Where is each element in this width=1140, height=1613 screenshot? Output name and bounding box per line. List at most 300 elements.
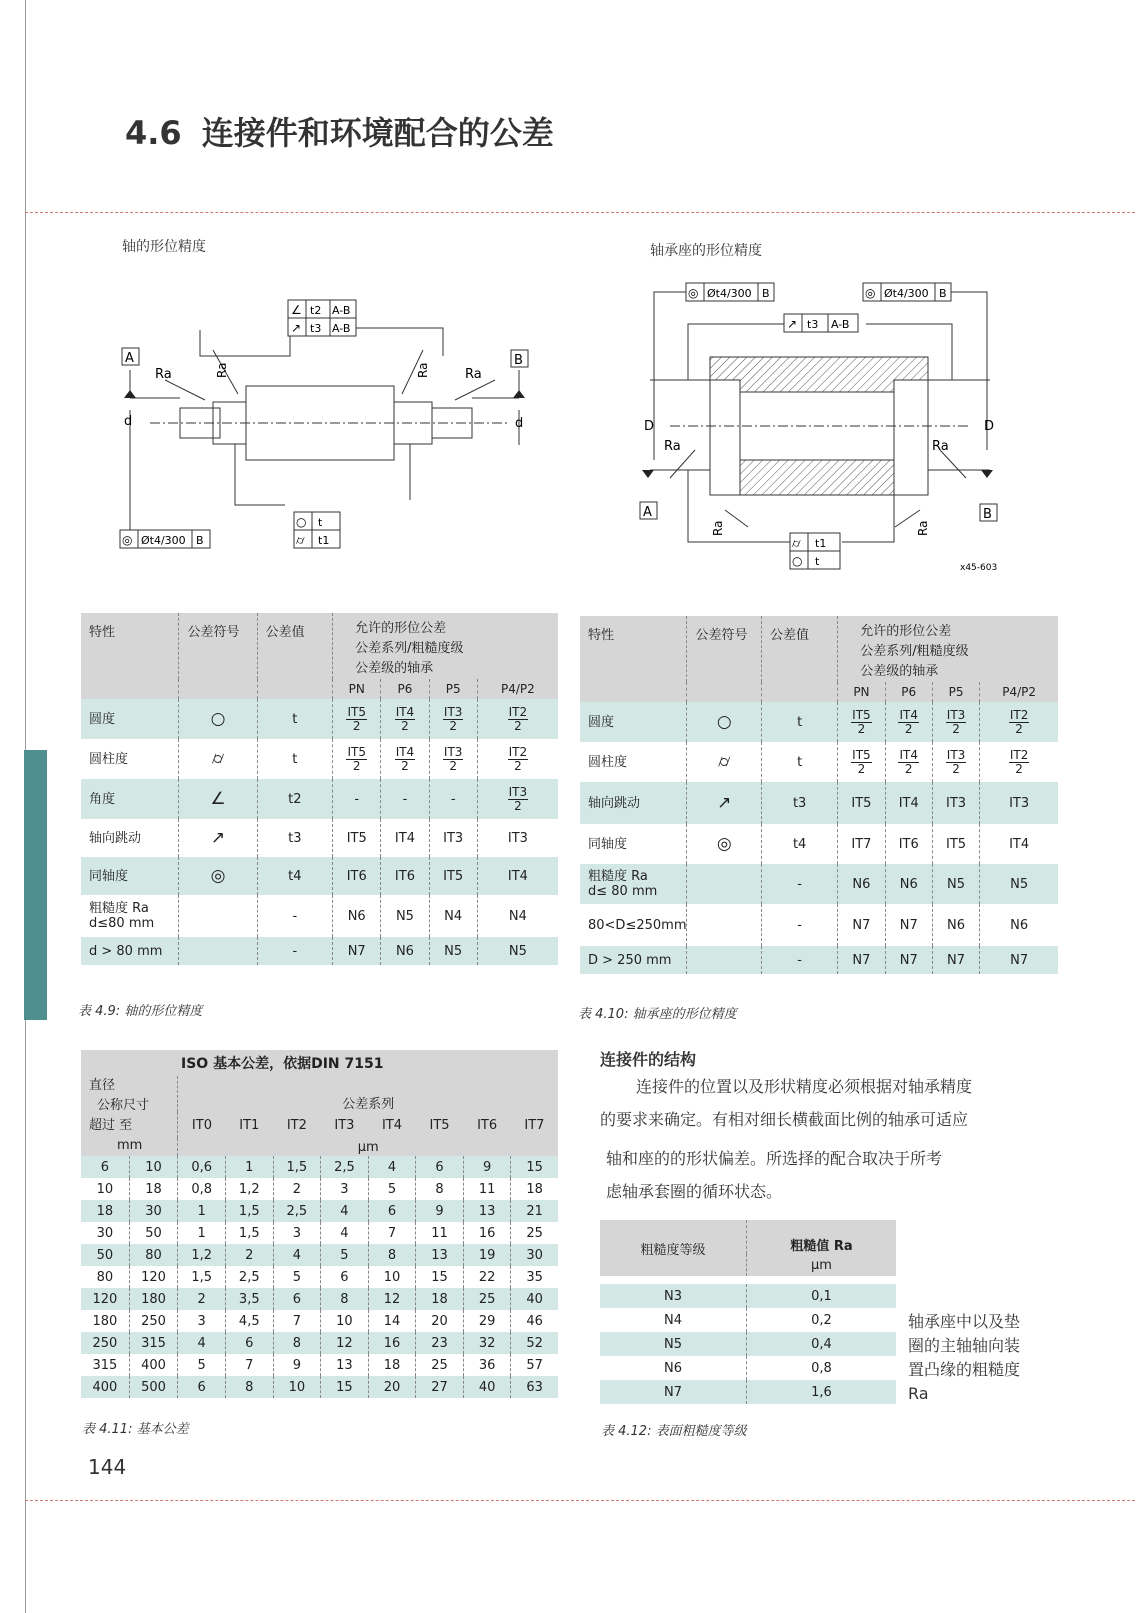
- header-c2: [687, 616, 762, 702]
- table-row: [81, 857, 558, 895]
- svg-text:∠: ∠: [291, 303, 302, 317]
- svg-text:t: t: [815, 555, 820, 568]
- page-number: 144: [88, 1455, 127, 1479]
- denominator: 2: [449, 759, 457, 773]
- row-cell: N5: [381, 895, 429, 937]
- it-cell: 315: [81, 1354, 129, 1376]
- it-cell: 1,5: [225, 1222, 273, 1244]
- it-cell: 10: [129, 1156, 178, 1178]
- row-name: 粗糙度 Ra d≤ 80 mm: [580, 864, 687, 904]
- row-cell: IT4: [885, 782, 932, 824]
- dim-d-right: d: [515, 416, 524, 431]
- row-cell: [980, 702, 1058, 742]
- row-cell: -: [381, 779, 429, 819]
- subheader-3: P4/P2: [477, 679, 558, 699]
- it-cell: 10: [81, 1178, 129, 1200]
- row-name: 同轴度: [580, 824, 687, 864]
- it-cell: 15: [511, 1156, 558, 1178]
- bottom-divider: [25, 1500, 1135, 1501]
- row-cell: N7: [838, 904, 885, 946]
- it-cell: 8: [273, 1332, 321, 1354]
- numerator: IT5: [347, 705, 366, 719]
- side-note: 轴承座中以及垫 圈的主轴轴向装 置凸缘的粗糙度 Ra: [908, 1312, 1021, 1403]
- it-cell: 36: [463, 1354, 511, 1376]
- denominator: 2: [514, 759, 522, 773]
- row-cell: [885, 742, 932, 782]
- header-allowed-line: 公差级的轴承: [860, 664, 939, 679]
- it-cell: 7: [225, 1354, 273, 1376]
- it-series-label: 公差系列: [178, 1076, 558, 1112]
- it-cell: 2,5: [225, 1266, 273, 1288]
- ra-bottom-right: Ra: [916, 520, 930, 536]
- subheader-0: PN: [838, 682, 885, 702]
- fraction: [851, 749, 872, 776]
- row-cell: [333, 739, 381, 779]
- fraction: [946, 709, 967, 736]
- it-cell: 5: [368, 1178, 416, 1200]
- rough-cell: N4: [600, 1308, 747, 1332]
- row-cell: N5: [429, 937, 477, 965]
- row-name: 圆柱度: [81, 739, 179, 779]
- fraction: [346, 706, 367, 733]
- it-cell: 12: [368, 1288, 416, 1310]
- coax-fcf-housing-left: [686, 283, 774, 301]
- row-cell: IT4: [477, 857, 558, 895]
- row-symbol: ⌭: [687, 742, 762, 782]
- svg-text:t1: t1: [318, 534, 330, 547]
- it-cell: 9: [463, 1156, 511, 1178]
- denominator: 2: [352, 719, 361, 733]
- section-title: [125, 108, 554, 154]
- row-cell: N7: [885, 904, 932, 946]
- it-cell: 18: [511, 1178, 558, 1200]
- it-cell: 46: [511, 1310, 558, 1332]
- table-row: [81, 895, 558, 937]
- it-cell: 180: [81, 1310, 129, 1332]
- it-grade: IT0: [178, 1112, 226, 1138]
- header-label: 特性: [89, 625, 116, 640]
- rough-cell: N6: [600, 1356, 747, 1380]
- numerator: IT3: [946, 748, 966, 762]
- row-cell: -: [429, 779, 477, 819]
- rough-cell: 1,6: [747, 1380, 897, 1404]
- row-cell: IT5: [932, 824, 979, 864]
- it-cell: 15: [321, 1376, 369, 1398]
- svg-text:Øt4/300: Øt4/300: [707, 287, 752, 300]
- section-heading: 连接件和环境配合的公差: [201, 114, 554, 152]
- row-cell: IT5: [838, 782, 885, 824]
- row-cell: N6: [333, 895, 381, 937]
- subheader-2: P5: [429, 679, 477, 699]
- row-symbol: [687, 946, 762, 974]
- it-row: [81, 1332, 558, 1354]
- header-row: [81, 613, 558, 679]
- row-value: t: [762, 742, 838, 782]
- it-cell: 21: [511, 1200, 558, 1222]
- it-cell: 6: [321, 1266, 369, 1288]
- svg-text:○: ○: [792, 554, 803, 568]
- header-c1: [81, 613, 179, 699]
- it-cell: 250: [81, 1332, 129, 1354]
- row-name: 同轴度: [81, 857, 179, 895]
- it-cell: 6: [368, 1200, 416, 1222]
- it-cell: 27: [416, 1376, 464, 1398]
- numerator: IT2: [1009, 708, 1029, 722]
- table-4-9: [81, 613, 558, 965]
- row-cell: N7: [885, 946, 932, 974]
- numerator: IT3: [443, 705, 463, 719]
- numerator: IT4: [395, 745, 415, 759]
- row-cell: [932, 742, 979, 782]
- denominator: 2: [904, 762, 913, 776]
- it-header-row: [81, 1076, 558, 1112]
- it-cell: 13: [463, 1200, 511, 1222]
- it-cell: 4: [321, 1222, 369, 1244]
- it-cell: 3: [178, 1310, 226, 1332]
- svg-text:B: B: [196, 534, 204, 547]
- subheader-3: P4/P2: [980, 682, 1058, 702]
- rough-row: [600, 1332, 896, 1356]
- it-cell: 52: [511, 1332, 558, 1354]
- row-symbol: [179, 895, 257, 937]
- rough-row: [600, 1380, 896, 1404]
- it-cell: 500: [129, 1376, 178, 1398]
- it-unit: μm: [178, 1138, 558, 1156]
- it-cell: 25: [511, 1222, 558, 1244]
- numerator: IT2: [508, 745, 528, 759]
- it-cell: 250: [129, 1310, 178, 1332]
- it-cell: 1: [225, 1156, 273, 1178]
- it-grade: IT1: [225, 1112, 273, 1138]
- bottom-fcf-housing: [790, 533, 840, 569]
- header-c2: [179, 613, 257, 699]
- row-name: 圆柱度: [580, 742, 687, 782]
- header-allowed-line: 允许的形位公差: [355, 621, 447, 636]
- it-row: [81, 1266, 558, 1288]
- row-cell: IT6: [333, 857, 381, 895]
- numerator: IT2: [1009, 748, 1029, 762]
- it-cell: 50: [81, 1244, 129, 1266]
- ra-right-housing: Ra: [932, 439, 949, 454]
- it-row: [81, 1244, 558, 1266]
- table-4-9-caption: 表 4.9: 轴的形位精度: [78, 1004, 203, 1019]
- it-cell: 9: [416, 1200, 464, 1222]
- row-name: D > 250 mm: [580, 946, 687, 974]
- header-label: 公差符号: [187, 625, 240, 640]
- row-cell: [381, 739, 429, 779]
- svg-text:B: B: [762, 287, 770, 300]
- row-symbol: [687, 864, 762, 904]
- it-cell: 80: [129, 1244, 178, 1266]
- it-left-head-line: 直径: [89, 1078, 116, 1093]
- row-value: t2: [257, 779, 332, 819]
- para-line-4: 虑轴承套圈的循环状态。: [606, 1182, 783, 1201]
- it-cell: 1,2: [178, 1244, 226, 1266]
- it-cell: 16: [463, 1222, 511, 1244]
- fraction: [346, 746, 367, 773]
- it-cell: 30: [81, 1222, 129, 1244]
- spacer: [600, 1276, 896, 1284]
- rough-head-value: 粗糙值 Ra: [747, 1220, 897, 1254]
- numerator: IT3: [508, 785, 528, 799]
- svg-text:A-B: A-B: [831, 318, 850, 331]
- row-cell: N5: [980, 864, 1058, 904]
- it-cell: 10: [368, 1266, 416, 1288]
- rough-spacer: [600, 1276, 896, 1284]
- row-cell: N6: [885, 864, 932, 904]
- ra-bottom-left: Ra: [711, 520, 725, 536]
- svg-text:t1: t1: [815, 537, 827, 550]
- it-cell: 32: [463, 1332, 511, 1354]
- denominator: 2: [904, 722, 913, 736]
- it-cell: 2,5: [273, 1200, 321, 1222]
- table-4-12: [600, 1220, 896, 1404]
- row-cell: N6: [980, 904, 1058, 946]
- it-cell: 10: [321, 1310, 369, 1332]
- row-name: 轴向跳动: [81, 819, 179, 857]
- it-cell: 11: [463, 1178, 511, 1200]
- numerator: IT2: [508, 705, 528, 719]
- it-cell: 4: [273, 1244, 321, 1266]
- it-cell: 3: [321, 1178, 369, 1200]
- it-cell: 7: [368, 1222, 416, 1244]
- it-cell: 18: [368, 1354, 416, 1376]
- rough-cell: 0,8: [747, 1356, 897, 1380]
- it-row: [81, 1310, 558, 1332]
- it-cell: 4: [368, 1156, 416, 1178]
- it-cell: 315: [129, 1332, 178, 1354]
- svg-text:t3: t3: [310, 322, 322, 335]
- row-symbol: ⌭: [179, 739, 257, 779]
- it-grade: IT5: [416, 1112, 464, 1138]
- row-value: t: [762, 702, 838, 742]
- rough-row: [600, 1308, 896, 1332]
- row-name: 80<D≤250mm: [580, 904, 687, 946]
- row-symbol: ○: [179, 699, 257, 739]
- it-row: [81, 1200, 558, 1222]
- subheader-0: PN: [333, 679, 381, 699]
- it-cell: 6: [273, 1288, 321, 1310]
- fraction: [508, 706, 529, 733]
- top-fcf-shaft: [288, 300, 356, 336]
- section-number: 4.6: [125, 114, 182, 152]
- row-cell: N6: [838, 864, 885, 904]
- it-cell: 180: [129, 1288, 178, 1310]
- it-left-head: [81, 1076, 178, 1156]
- svg-text:Øt4/300: Øt4/300: [884, 287, 929, 300]
- rough-row: [600, 1284, 896, 1308]
- it-cell: 5: [178, 1354, 226, 1376]
- it-cell: 1: [178, 1200, 226, 1222]
- denominator: 2: [401, 719, 409, 733]
- row-symbol: ◎: [179, 857, 257, 895]
- row-cell: IT3: [932, 782, 979, 824]
- svg-text:○: ○: [296, 515, 307, 529]
- row-cell: [477, 779, 558, 819]
- header-allowed-line: 公差级的轴承: [355, 661, 434, 676]
- header-c1: [580, 616, 687, 702]
- para-line-3: 轴和座的的形状偏差。所选择的配合取决于所考: [606, 1149, 943, 1168]
- header-row: [580, 616, 1058, 682]
- it-cell: 40: [463, 1376, 511, 1398]
- dim-D-right: D: [984, 419, 995, 434]
- it-cell: 8: [225, 1376, 273, 1398]
- it-title-row: [81, 1050, 558, 1076]
- it-grade: IT2: [273, 1112, 321, 1138]
- row-name: d > 80 mm: [81, 937, 179, 965]
- it-cell: 1,5: [225, 1200, 273, 1222]
- it-row: [81, 1178, 558, 1200]
- table-4-10-caption: 表 4.10: 轴承座的形位精度: [578, 1007, 737, 1022]
- svg-text:t3: t3: [807, 318, 819, 331]
- header-allowed-line: 公差系列/粗糙度级: [860, 644, 969, 659]
- rough-cell: 0,2: [747, 1308, 897, 1332]
- it-cell: 80: [81, 1266, 129, 1288]
- table-row: [81, 739, 558, 779]
- it-grade: IT7: [511, 1112, 558, 1138]
- it-row: [81, 1376, 558, 1398]
- it-title: ISO 基本公差，依据DIN 7151: [81, 1050, 558, 1076]
- it-cell: 6: [416, 1156, 464, 1178]
- it-cell: 11: [416, 1222, 464, 1244]
- it-cell: 400: [81, 1376, 129, 1398]
- it-cell: 4: [178, 1332, 226, 1354]
- row-symbol: ∠: [179, 779, 257, 819]
- fraction: [1009, 749, 1030, 776]
- row-cell: IT6: [381, 857, 429, 895]
- numerator: IT5: [347, 745, 366, 759]
- svg-text:Øt4/300: Øt4/300: [141, 534, 186, 547]
- denominator: 2: [952, 722, 960, 736]
- fig-right-caption: 轴承座的形位精度: [650, 243, 762, 259]
- svg-text:◎: ◎: [865, 286, 876, 300]
- subheader-1: P6: [885, 682, 932, 702]
- denominator: 2: [857, 762, 866, 776]
- fraction: [946, 749, 967, 776]
- it-cell: 1,5: [273, 1156, 321, 1178]
- row-value: -: [762, 864, 838, 904]
- row-cell: N7: [838, 946, 885, 974]
- row-cell: N7: [333, 937, 381, 965]
- denominator: 2: [401, 759, 409, 773]
- row-cell: N4: [429, 895, 477, 937]
- it-cell: 10: [273, 1376, 321, 1398]
- it-cell: 6: [81, 1156, 129, 1178]
- row-symbol: [179, 937, 257, 965]
- fraction: [443, 746, 464, 773]
- datum-b-label: B: [514, 353, 523, 368]
- row-cell: N6: [381, 937, 429, 965]
- svg-text:◎: ◎: [122, 533, 133, 547]
- row-cell: [838, 702, 885, 742]
- row-cell: [477, 699, 558, 739]
- it-cell: 120: [81, 1288, 129, 1310]
- table-4-10: [580, 616, 1058, 974]
- fig-left-caption: 轴的形位精度: [122, 239, 206, 255]
- it-grade: IT3: [321, 1112, 369, 1138]
- header-c3: [257, 613, 332, 699]
- row-name: 圆度: [580, 702, 687, 742]
- it-cell: 12: [321, 1332, 369, 1354]
- rough-cell: 0,1: [747, 1284, 897, 1308]
- it-cell: 19: [463, 1244, 511, 1266]
- row-value: t3: [257, 819, 332, 857]
- svg-text:↗: ↗: [787, 317, 798, 331]
- row-symbol: ◎: [687, 824, 762, 864]
- it-cell: 8: [368, 1244, 416, 1266]
- para-line-1: 连接件的位置以及形状精度必须根据对轴承精度: [636, 1077, 973, 1096]
- rough-row: [600, 1356, 896, 1380]
- header-c3: [762, 616, 838, 702]
- row-cell: [477, 739, 558, 779]
- fraction: [395, 706, 416, 733]
- para-line-2: 的要求来确定。有相对细长横截面比例的轴承可适应: [600, 1110, 969, 1129]
- it-cell: 15: [416, 1266, 464, 1288]
- datum-a-label: A: [125, 351, 134, 366]
- row-cell: N6: [932, 904, 979, 946]
- it-row: [81, 1288, 558, 1310]
- rough-cell: 0,4: [747, 1332, 897, 1356]
- fraction: [395, 746, 416, 773]
- denominator: 2: [1015, 722, 1023, 736]
- it-cell: 18: [416, 1288, 464, 1310]
- table-row: [81, 819, 558, 857]
- ra-shoulder-right: Ra: [416, 362, 430, 378]
- fraction: [508, 786, 529, 813]
- figure-code: x45-603: [960, 563, 998, 573]
- coax-fcf-housing-right: [863, 283, 951, 301]
- fraction: [898, 709, 919, 736]
- rough-header-row: [600, 1220, 896, 1254]
- fraction: [508, 746, 529, 773]
- housing-drawing: [630, 270, 1020, 580]
- row-cell: [429, 739, 477, 779]
- denominator: 2: [857, 722, 866, 736]
- row-cell: N4: [477, 895, 558, 937]
- it-cell: 1: [178, 1222, 226, 1244]
- svg-text:◎: ◎: [688, 286, 699, 300]
- row-cell: IT7: [838, 824, 885, 864]
- rough-cell: N3: [600, 1284, 747, 1308]
- shaft-drawing: [110, 290, 550, 560]
- fraction: [851, 709, 872, 736]
- it-cell: 1,2: [225, 1178, 273, 1200]
- it-row: [81, 1156, 558, 1178]
- table-row: [580, 782, 1058, 824]
- top-fcf-housing: [784, 314, 858, 332]
- row-name: 圆度: [81, 699, 179, 739]
- header-label: 公差值: [265, 625, 305, 640]
- row-symbol: ↗: [687, 782, 762, 824]
- numerator: IT4: [899, 708, 918, 722]
- row-symbol: ↗: [179, 819, 257, 857]
- it-row: [81, 1222, 558, 1244]
- it-row: [81, 1354, 558, 1376]
- row-name: 轴向跳动: [580, 782, 687, 824]
- svg-text:⌭: ⌭: [296, 533, 305, 547]
- svg-text:t: t: [318, 516, 323, 529]
- header-label: 公差符号: [695, 628, 748, 643]
- row-value: t4: [257, 857, 332, 895]
- it-cell: 0,6: [178, 1156, 226, 1178]
- row-cell: [980, 742, 1058, 782]
- row-cell: IT4: [980, 824, 1058, 864]
- it-cell: 20: [416, 1310, 464, 1332]
- row-cell: IT3: [477, 819, 558, 857]
- ra-right: Ra: [465, 367, 482, 382]
- fraction: [898, 749, 919, 776]
- row-cell: [333, 699, 381, 739]
